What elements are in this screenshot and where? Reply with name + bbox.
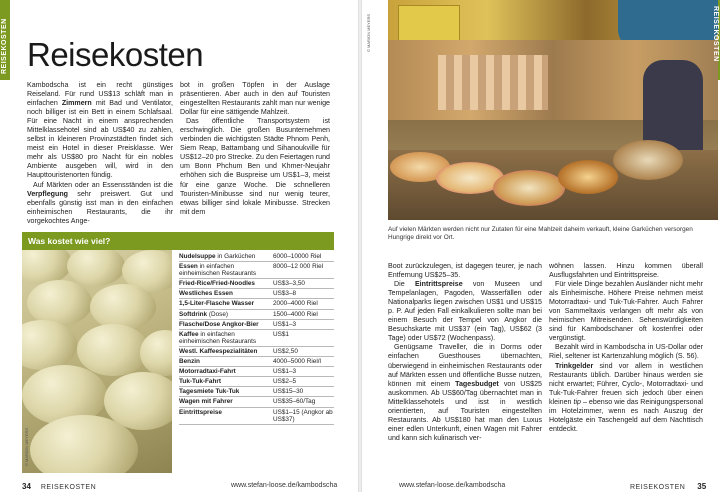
footer-section: REISEKOSTEN bbox=[40, 484, 97, 491]
table-row bbox=[179, 299, 334, 309]
text: Auf Märkten oder an Essensständen ist die bbox=[33, 180, 173, 189]
table-row bbox=[179, 329, 334, 346]
text: Die bbox=[394, 280, 415, 289]
cost-item-label: Benzin bbox=[179, 358, 200, 366]
market-sign bbox=[398, 5, 460, 42]
cost-item bbox=[179, 329, 271, 346]
cost-item-label: Motorradtaxi-Fahrt bbox=[179, 368, 236, 376]
photo-credit: © MARION MEYERS bbox=[24, 427, 29, 466]
food-bowl bbox=[613, 140, 683, 180]
text: sind vor allem in westlichen Restaurants üblich. Darüber hinaus werden sie nicht erwartet; Führer, Cyclo-, Motorradtaxi- und Tuk-Tuk-Fahrer freuen sich jedoch über einen kleinen bbox=[549, 361, 703, 406]
text: von US$25 auskommen. Ab US$60/Tag übernachtet man in Mittelklassehotels und isst in westlich orientierten, auf Touristen eingestellten Restaurants. Ab US$180 hat man den Luxus einer edlen Unterkunft, einen Wagen mit Fahrer und kann sich kulinarisch ver- bbox=[388, 379, 542, 442]
text: sehr preiswert. Gut und ebenfalls günstig isst man in den einfachen einheimischen Restaurants, die ihr vorgekochtes Ange- bbox=[27, 189, 173, 225]
photo-caption: Auf vielen Märkten werden nicht nur Zutaten für eine Mahlzeit daheim verkauft, kleine Garküchen versorgen Hungrige direkt vor Ort. bbox=[388, 226, 693, 241]
cost-price: 1500–4000 Riel bbox=[271, 309, 334, 319]
goods-shelf bbox=[438, 55, 548, 110]
paragraph bbox=[549, 362, 703, 434]
table-row bbox=[179, 262, 334, 279]
paragraph bbox=[388, 280, 542, 343]
piggy-bank-icon bbox=[22, 250, 72, 284]
table-row bbox=[179, 397, 334, 407]
text: mit Bad und Ventilator, noch billiger ist ein Bett in einem Schlafsaal. Für eine Nacht in einem ansprechenden Mittelklassehotel sind ab US$40 zu zahlen, selbst in kleineren Provinzstädten findet sich meist ein Hotel in dieser Preisklasse. Wer mehr als US$80 pro Nacht für ein nobles Ambiente ausgeben will, wird in den Haupttouristenorten fündig. bbox=[27, 99, 173, 180]
cost-item-label: Westliches Essen bbox=[179, 290, 233, 298]
text: Kambodscha ist ein recht günstiges Reiseland. Für rund US$13 schläft man in einfachen bbox=[27, 81, 173, 108]
cost-item-detail: in einfachen einheimischen Restaurants bbox=[179, 263, 257, 278]
table-row bbox=[179, 319, 334, 329]
cost-item bbox=[179, 357, 271, 367]
cost-item bbox=[179, 262, 271, 279]
market-photo bbox=[388, 0, 718, 220]
table-row bbox=[179, 367, 334, 377]
cost-item-label: Kaffee bbox=[179, 330, 199, 338]
cost-item bbox=[179, 346, 271, 356]
page-number: 35 bbox=[697, 482, 707, 491]
piggy-bank-icon bbox=[67, 250, 125, 286]
side-tab-right-label: REISEKOSTEN bbox=[712, 6, 719, 62]
cost-price: US$1 bbox=[271, 329, 334, 346]
table-row bbox=[179, 377, 334, 387]
cost-item-label: Fried-Rice/Fried-Noodles bbox=[179, 280, 255, 288]
footer-url-right[interactable]: www.stefan-loose.de/kambodscha bbox=[399, 482, 506, 489]
bold-term: Eintrittspreise bbox=[414, 280, 463, 289]
cost-item-label: Softdrink bbox=[179, 310, 208, 318]
cost-price: 2000–4000 Riel bbox=[271, 299, 334, 309]
bold-term: Zimmern bbox=[61, 99, 92, 108]
cost-item bbox=[179, 289, 271, 299]
table-row bbox=[179, 279, 334, 289]
piggy-bank-icon bbox=[90, 284, 156, 330]
bold-term: Tagesbudget bbox=[455, 379, 499, 388]
cost-item-label: Nudelsuppe bbox=[179, 253, 216, 260]
right-column-1 bbox=[388, 262, 542, 443]
food-bowl bbox=[493, 170, 565, 206]
cost-item bbox=[179, 252, 271, 262]
cost-item-label: 1,5-Liter-Flasche Wasser bbox=[179, 300, 255, 308]
cost-item bbox=[179, 319, 271, 329]
cost-price: US$3–3,50 bbox=[271, 279, 334, 289]
cost-item-label: Eintrittspreise bbox=[179, 408, 222, 416]
text: von Museen und Tempelanlagen, Pagoden, Wasserfällen oder Nationalparks liegen zwischen US$1 und US$15 p. P. Auf jeden Fall einkalkulieren sollte man bei einem Besuch der Tempel von Angkor die Besuchskarte mit US$37 (ein Tag), US$62 (3 Tage) oder US$72 (Wochenpass). bbox=[388, 280, 542, 343]
footer-url-left[interactable]: www.stefan-loose.de/kambodscha bbox=[231, 482, 338, 489]
piggy-bank-icon bbox=[22, 320, 77, 370]
cost-price: US$2,50 bbox=[271, 346, 334, 356]
piggy-bank-photo bbox=[22, 250, 172, 473]
paragraph: Bezahlt wird in Kambodscha in US-Dollar oder Riel, seltener ist Kartenzahlung möglich (S. 56). bbox=[549, 343, 703, 361]
piggy-bank-icon bbox=[27, 280, 92, 326]
italic-term: tip bbox=[573, 397, 581, 406]
right-page bbox=[362, 0, 720, 492]
table-row bbox=[179, 407, 334, 424]
paragraph: Das öffentliche Transportsystem ist erschwinglich. Die großen Busunternehmen verbinden die wichtigsten Städte Phnom Penh, Siem Reap, Battambang und Sihanoukville für US$12–20 pro Strecke. Zu den Feiertagen rund um Bonn Phchum Ben und Khmer-Neujahr erhöhen sich die Buspreise um US$1–3, meist für eine ganze Woche. Die schnelleren Touristen-Minibusse sind nur wenig teurer, etwas billiger sind lokale Minibusse. Strecken mit dem bbox=[180, 117, 330, 216]
paragraph: Boot zurückzulegen, ist dagegen teurer, je nach Entfernung US$25–35. bbox=[388, 262, 542, 280]
piggy-bank-icon bbox=[77, 324, 149, 376]
side-tab-left-label: REISEKOSTEN bbox=[1, 18, 8, 74]
table-row bbox=[179, 346, 334, 356]
cost-item bbox=[179, 377, 271, 387]
left-page bbox=[0, 0, 358, 492]
cost-item-label: Essen bbox=[179, 263, 198, 271]
cost-price: US$35–60/Tag bbox=[271, 397, 334, 407]
cost-item bbox=[179, 279, 271, 289]
cost-box-header: Was kostet wie viel? bbox=[22, 232, 334, 250]
table-row bbox=[179, 387, 334, 397]
cost-item-detail: in Garküchen bbox=[215, 253, 256, 260]
cost-item-label: Flasche/Dose Angkor-Bier bbox=[179, 320, 259, 328]
table-row bbox=[179, 357, 334, 367]
footer-right bbox=[630, 482, 706, 491]
left-column-2 bbox=[180, 81, 330, 217]
text: – ebenso wie das Reinigungspersonal im Hotelzimmer, wenn es nach Auszug der Hotelgäste ein Taschengeld auf dem Nachttisch entdeckt. bbox=[549, 397, 703, 433]
cost-item-detail: in einfachen einheimischen Restaurants bbox=[179, 330, 257, 345]
cost-item bbox=[179, 407, 271, 424]
cost-price: US$2–5 bbox=[271, 377, 334, 387]
table-row bbox=[179, 309, 334, 319]
cost-price: US$3–8 bbox=[271, 289, 334, 299]
cost-sidebar-box bbox=[22, 232, 334, 473]
paragraph: wöhnen lassen. Hinzu kommen überall Ausflugsfahrten und Eintrittspreise. bbox=[549, 262, 703, 280]
cost-item-label: Wagen mit Fahrer bbox=[179, 398, 233, 406]
paragraph bbox=[27, 81, 173, 181]
text: Genügsame Traveller, die in Dorms oder einfachen Guesthouses übernachten, überwiegend in einheimischen Restaurants oder auf Märkten essen und öffentliche Busse nutzen, können mit einem bbox=[388, 343, 542, 388]
cost-price: US$1–15 (Angkor ab US$37) bbox=[273, 408, 333, 423]
paragraph bbox=[388, 343, 542, 443]
page-number: 34 bbox=[22, 482, 31, 491]
left-column-1 bbox=[27, 81, 173, 226]
right-column-2 bbox=[549, 262, 703, 434]
paragraph bbox=[27, 181, 173, 226]
cost-item-label: Tuk-Tuk-Fahrt bbox=[179, 378, 222, 386]
cost-price: 6000–10000 Riel bbox=[271, 252, 334, 262]
cost-item-detail: (Dose) bbox=[207, 310, 228, 318]
photo-credit: © MARION MEYERS bbox=[366, 13, 371, 52]
cost-price: US$1–3 bbox=[271, 319, 334, 329]
cost-item bbox=[179, 309, 271, 319]
cost-table bbox=[179, 252, 334, 425]
table-row bbox=[179, 289, 334, 299]
bold-term: Verpflegung bbox=[27, 189, 68, 198]
bold-term: Trinkgelder bbox=[555, 361, 594, 370]
cost-item bbox=[179, 397, 271, 407]
cost-price: 4000–5000 Riel/l bbox=[271, 357, 334, 367]
cost-item bbox=[179, 387, 271, 397]
table-row bbox=[179, 252, 334, 262]
page-title: Reisekosten bbox=[27, 36, 204, 74]
cost-item-label: Tagesmiete Tuk-Tuk bbox=[179, 388, 240, 396]
cost-item-label: Westl. Kaffeespezialitäten bbox=[179, 347, 258, 355]
footer-section: REISEKOSTEN bbox=[630, 484, 686, 491]
cost-item bbox=[179, 367, 271, 377]
cost-price: 8000–12 000 Riel bbox=[271, 262, 334, 279]
cost-price: US$1–3 bbox=[271, 367, 334, 377]
cost-item bbox=[179, 299, 271, 309]
paragraph: Für viele Dinge bezahlen Ausländer nicht mehr als Einheimische. Höhere Preise nehmen meist Motorradtaxi- und Tuk-Tuk-Fahrer. Auch Fahrer von Sammeltaxis verlangen oft mehr als von heimischen Mitreisenden. Sehenswürdigkeiten sind für Kambodschaner oft kostenfrei oder vergünstigt. bbox=[549, 280, 703, 343]
food-bowl bbox=[558, 160, 618, 194]
paragraph: bot in großen Töpfen in der Auslage präsentieren. Aber auch in den auf Touristen eingestellten Restaurants zahlt man nur wenige Dollar für eine sättigende Mahlzeit. bbox=[180, 81, 330, 117]
cost-price: US$15–30 bbox=[271, 387, 334, 397]
footer-left bbox=[22, 482, 96, 491]
